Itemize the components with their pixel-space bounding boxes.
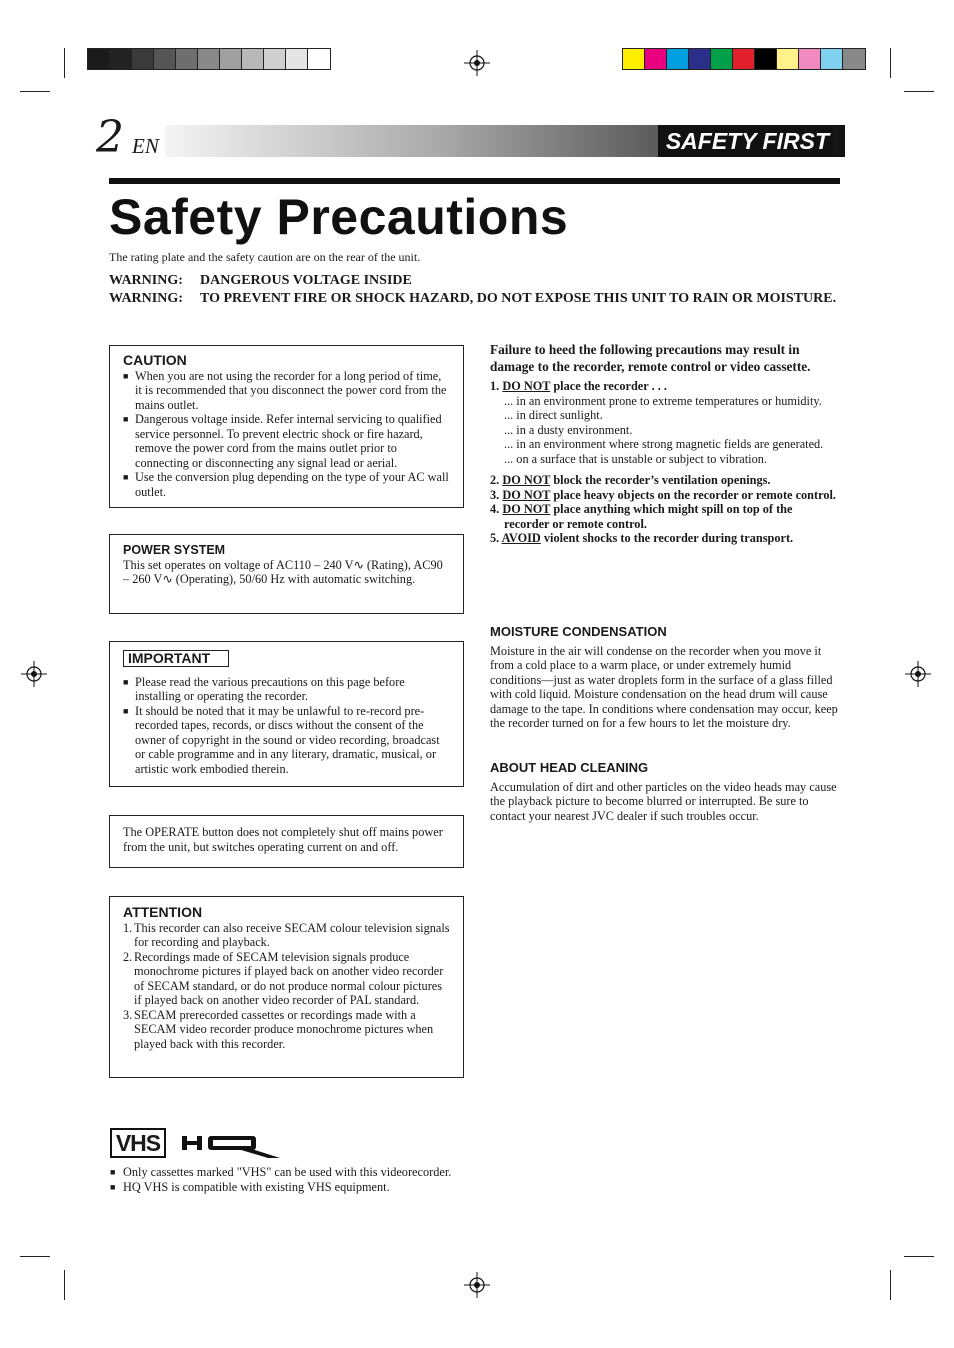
operate-note-box xyxy=(109,815,464,868)
precaution-sublist xyxy=(490,394,840,467)
color-swatch xyxy=(843,49,865,69)
vhs-logo: VHS xyxy=(110,1128,166,1158)
caution-item: ■ Dangerous voltage inside. Refer internal servicing to qualified service personnel. To prevent electric shock or fire hazard, remove the power cord from the mains outlet prior to connecting or disconnecting any signal lead or aerial. xyxy=(123,412,451,470)
registration-mark-icon xyxy=(21,661,47,687)
caution-item: ■ When you are not using the recorder for a long period of time, it is recommended that you disconnect the power cord from the mains outlet. xyxy=(123,369,451,413)
color-swatch xyxy=(220,49,242,69)
precautions-lead: Failure to heed the following precautions may result in damage to the recorder, remote control or video cassette. xyxy=(490,342,811,374)
attention-item: 1. This recorder can also receive SECAM colour television signals for recording and playback. xyxy=(123,921,451,950)
precautions-section xyxy=(490,342,840,546)
power-system-title: POWER SYSTEM xyxy=(123,543,226,557)
color-swatch xyxy=(689,49,711,69)
cassette-notes xyxy=(110,1165,460,1194)
moisture-text: Moisture in the air will condense on the recorder when you move it from a cold place to a warm place, or under extremely humid conditions—just as water droplets form in the surface of a glass filled with cold liquid. Moisture condensation on the head drum will cause damage to the tape. In conditions where condensation may occur, keep the recorder turned on for a few hours to let the moisture dry. xyxy=(490,643,838,730)
head-cleaning-title: ABOUT HEAD CLEANING xyxy=(490,760,649,775)
precaution-item: 5. AVOID violent shocks to the recorder during transport. xyxy=(490,531,794,545)
title-rule xyxy=(109,178,840,184)
color-swatch xyxy=(623,49,645,69)
color-calibration-bar xyxy=(622,48,866,70)
moisture-title: MOISTURE CONDENSATION xyxy=(490,624,667,639)
precaution-subitem: ... in a dusty environment. xyxy=(504,422,633,437)
color-swatch xyxy=(733,49,755,69)
color-swatch xyxy=(755,49,777,69)
warning-voltage xyxy=(109,273,412,289)
crop-mark xyxy=(20,1256,50,1257)
color-swatch xyxy=(667,49,689,69)
registration-mark-icon xyxy=(464,50,490,76)
section-header-bar xyxy=(165,125,845,157)
moisture-section xyxy=(490,625,840,731)
cassette-note: ■ HQ VHS is compatible with existing VHS equipment. xyxy=(110,1180,460,1195)
registration-mark-icon xyxy=(905,661,931,687)
crop-mark xyxy=(64,48,65,78)
cassette-note: ■ Only cassettes marked "VHS" can be used with this videorecorder. xyxy=(110,1165,460,1180)
important-item: ■ It should be noted that it may be unlawful to re-record pre-recorded tapes, records, or discs without the consent of the owner of copyright in the sound or video recording, broadcast or cable programme and in any literary, dramatic, musical, or artistic work embodied therein. xyxy=(123,704,451,777)
crop-mark xyxy=(904,91,934,92)
color-swatch xyxy=(242,49,264,69)
rating-plate-note: The rating plate and the safety caution are on the rear of the unit. xyxy=(109,250,421,264)
registration-mark-icon xyxy=(464,1272,490,1298)
color-swatch xyxy=(645,49,667,69)
color-swatch xyxy=(176,49,198,69)
head-cleaning-text: Accumulation of dirt and other particles on the video heads may cause the playback picture to become blurred or interrupted. Be sure to contact your nearest JVC dealer if such troubles occur. xyxy=(490,779,837,823)
crop-mark xyxy=(890,48,891,78)
warning-label: WARNING: xyxy=(109,273,183,288)
color-swatch xyxy=(132,49,154,69)
caution-title: CAUTION xyxy=(123,352,187,368)
important-box xyxy=(109,641,464,787)
precaution-subitem: ... in an environment prone to extreme temperatures or humidity. xyxy=(504,393,822,408)
precaution-subitem: ... on a surface that is unstable or subject to vibration. xyxy=(504,451,767,466)
color-swatch xyxy=(264,49,286,69)
attention-item: 2. Recordings made of SECAM television signals produce monochrome pictures if played back on another video recorder of SECAM standard, or do not produce normal colour pictures if played back on another video recorder of PAL standard. xyxy=(123,950,451,1008)
warning-label: WARNING: xyxy=(109,291,183,306)
page-number: 2 xyxy=(96,112,124,163)
crop-mark xyxy=(64,1270,65,1300)
language-code: EN xyxy=(132,134,159,158)
precaution-subitem: ... in direct sunlight. xyxy=(504,408,603,422)
precaution-item: 4. DO NOT place anything which might spill on top of the recorder or remote control. xyxy=(490,502,793,531)
color-swatch xyxy=(88,49,110,69)
precaution-item: 3. DO NOT place heavy objects on the recorder or remote control. xyxy=(490,487,836,502)
precaution-item: 2. DO NOT block the recorder’s ventilation openings. xyxy=(490,473,771,487)
hq-logo-icon xyxy=(182,1132,282,1158)
power-system-box xyxy=(109,534,464,614)
color-swatch xyxy=(777,49,799,69)
crop-mark xyxy=(904,1256,934,1257)
power-system-text: This set operates on voltage of AC110 – 240 V∿ (Rating), AC90 – 260 V∿ (Operating), 50/60 Hz with automatic switching. xyxy=(123,557,443,586)
precaution-item-1: 1. DO NOT place the recorder . . . xyxy=(490,379,667,393)
crop-mark xyxy=(890,1270,891,1300)
attention-title: ATTENTION xyxy=(123,904,203,920)
caution-item: ■ Use the conversion plug depending on the type of your AC wall outlet. xyxy=(123,470,451,499)
caution-box xyxy=(109,345,464,508)
precaution-subitem: ... in an environment where strong magnetic fields are generated. xyxy=(504,437,824,451)
operate-note-text: The OPERATE button does not completely shut off mains power from the unit, but switches operating current on and off. xyxy=(123,825,443,854)
color-swatch xyxy=(821,49,843,69)
color-swatch xyxy=(154,49,176,69)
attention-item: 3. SECAM prerecorded cassettes or recordings made with a SECAM video recorder produce monochrome pictures when played back with this recorder. xyxy=(123,1008,451,1052)
important-title: IMPORTANT xyxy=(123,650,229,667)
color-swatch xyxy=(711,49,733,69)
page-title: Safety Precautions xyxy=(109,189,569,245)
section-title: SAFETY FIRST xyxy=(658,125,833,157)
warning-text: DANGEROUS VOLTAGE INSIDE xyxy=(200,273,412,288)
color-swatch xyxy=(799,49,821,69)
important-item: ■ Please read the various precautions on this page before installing or operating the recorder. xyxy=(123,675,451,704)
warning-text: TO PREVENT FIRE OR SHOCK HAZARD, DO NOT EXPOSE THIS UNIT TO RAIN OR MOISTURE. xyxy=(200,291,837,306)
color-swatch xyxy=(286,49,308,69)
attention-box xyxy=(109,896,464,1078)
color-swatch xyxy=(198,49,220,69)
gray-scale-bar xyxy=(87,48,331,70)
color-swatch xyxy=(110,49,132,69)
warning-moisture xyxy=(109,291,836,307)
crop-mark xyxy=(20,91,50,92)
head-cleaning-section xyxy=(490,761,840,823)
color-swatch xyxy=(308,49,330,69)
